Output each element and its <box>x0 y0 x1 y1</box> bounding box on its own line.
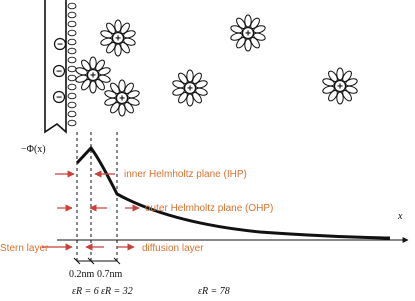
water-molecule <box>68 84 76 90</box>
permittivity-label-3: εR = 78 <box>198 286 230 297</box>
ohp-label: outer Helmholtz plane (OHP) <box>145 203 274 214</box>
potential-curve <box>77 148 390 238</box>
water-molecule <box>68 57 76 63</box>
distance-label-2: 0.7nm <box>97 269 123 280</box>
x-axis-label: x <box>398 211 403 222</box>
distance-brackets <box>74 258 120 264</box>
water-molecule <box>68 48 76 54</box>
potential-label: −Φ(x) <box>21 144 46 155</box>
water-molecule <box>68 102 76 108</box>
water-molecule <box>68 21 76 27</box>
water-molecule <box>68 12 76 18</box>
cation-ion <box>104 80 140 116</box>
water-molecule <box>68 120 76 126</box>
water-molecule <box>68 111 76 117</box>
cation-ion <box>75 57 111 93</box>
ion-charge: + <box>187 83 193 95</box>
water-molecule <box>68 66 76 72</box>
ion-charge: + <box>337 81 343 93</box>
stern-layer-label: Stern layer <box>0 243 49 254</box>
ihp-label: inner Helmholtz plane (IHP) <box>124 169 247 180</box>
ion-charge: − <box>56 66 62 78</box>
plane-guides <box>77 132 117 262</box>
ion-charge: − <box>57 39 63 51</box>
cation-ion <box>322 68 358 104</box>
ion-charge: + <box>119 93 125 105</box>
water-molecule <box>68 75 76 81</box>
water-molecule <box>68 39 76 45</box>
ion-charge: − <box>56 92 62 104</box>
water-molecule <box>68 3 76 9</box>
distance-label-1: 0.2nm <box>69 269 95 280</box>
ion-charge: + <box>245 28 251 40</box>
ion-charge: + <box>115 33 121 45</box>
cation-ion <box>172 70 208 106</box>
solvated-cations <box>75 15 358 116</box>
water-molecule <box>68 93 76 99</box>
cation-ion <box>100 20 136 56</box>
diffusion-layer-label: diffusion layer <box>142 243 204 254</box>
permittivity-label-1: εR = 6 <box>72 286 99 297</box>
permittivity-label-2: εR = 32 <box>101 286 133 297</box>
cation-ion <box>230 15 266 51</box>
water-molecule <box>68 30 76 36</box>
ion-charge: + <box>90 70 96 82</box>
